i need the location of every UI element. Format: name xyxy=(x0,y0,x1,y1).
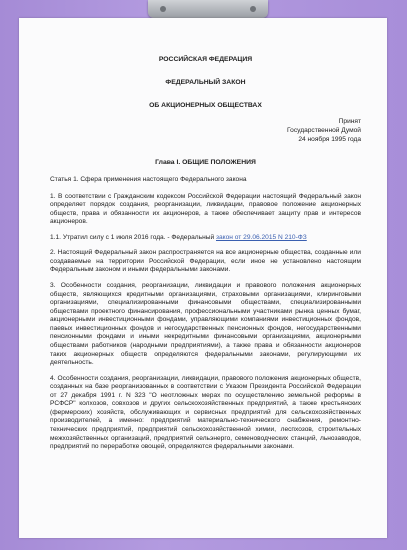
law-type-heading: ФЕДЕРАЛЬНЫЙ ЗАКОН xyxy=(165,78,246,86)
paragraph-1-1 xyxy=(50,234,361,243)
rivet-icon xyxy=(250,6,256,12)
metal-clip xyxy=(148,0,268,18)
country-heading: РОССИЙСКАЯ ФЕДЕРАЦИЯ xyxy=(158,56,253,63)
law-reference-link[interactable]: закон от 29.06.2015 N 210-ФЗ xyxy=(215,233,307,241)
law-title: ОБ АКЦИОНЕРНЫХ ОБЩЕСТВАХ xyxy=(149,101,262,109)
adoption-date: 24 ноября 1995 года xyxy=(298,136,361,144)
article-heading: Статья 1. Сфера применения настоящего Федерального закона xyxy=(50,175,247,183)
rivet-icon xyxy=(160,6,166,12)
paragraph-3: 3. Особенности создания, реорганизации, ликвидации и правового положения акционерных обществ, являющихся кредитными организациями, страховыми организациями, клиринговыми организациями, специализированными финансовыми обществами, специализированными обществами проектного финансирования, профессиональными участниками рынка ценных бумаг, акционерными инвестиционными фондами, управляющими компаниями инвестиционных фондов, паевых инвестиционных фондов и негосударственных пенсионных фондов, негосударственными пенсионными фондами и иными некредитными финансовыми организациями, акционерными обществами работников (народными предприятиями), а также права и обязанности акционеров таких акционерных обществ определяются федеральными законами, регулирующими их деятельность. xyxy=(50,282,361,367)
paragraph-1: 1. В соответствии с Гражданским кодексом Российской Федерации настоящий Федеральный закон определяет порядок создания, реорганизации, ликвидации, правовое положение акционерных обществ, права и обязанности их акционеров, а также обеспечивает защиту прав и интересов акционеров. xyxy=(50,192,361,226)
adoption-line: Принят xyxy=(338,118,361,126)
document-sheet xyxy=(19,18,387,538)
chapter-heading: Глава I. ОБЩИЕ ПОЛОЖЕНИЯ xyxy=(155,159,256,167)
paragraph-2: 2. Настоящий Федеральный закон распространяется на все акционерные общества, созданные или создаваемые на территории Российской Федерации, если иное не установлено настоящим Федеральным законом и иными федеральными законами. xyxy=(50,249,361,274)
adoption-block xyxy=(50,118,361,145)
adoption-line: Государственной Думой xyxy=(287,127,361,135)
paragraph-4: 4. Особенности создания, реорганизации, ликвидации, правового положения акционерных обществ, созданных на базе реорганизованных в соответствии с Указом Президента Российской Федерации от 27 декабря 1991 г. N 323 "О неотложных мерах по осуществлению земельной реформы в РСФСР" колхозов, совхозов и других сельскохозяйственных предприятий, а также крестьянских (фермерских) хозяйств, обслуживающих и сервисных предприятий для сельскохозяйственных производителей, а именно: предприятий материально-технического снабжения, ремонтно-технических предприятий, предприятий сельскохозяйственной химии, леспхозов, строительных межхозяйственных организаций, предприятий сельэнерго, семеноводческих станций, льнозаводов, предприятий по переработке овощей, определяются федеральными законами. xyxy=(50,374,361,451)
paragraph-1-1-text: 1.1. Утратил силу с 1 июля 2016 года. - Федеральный xyxy=(50,233,216,241)
